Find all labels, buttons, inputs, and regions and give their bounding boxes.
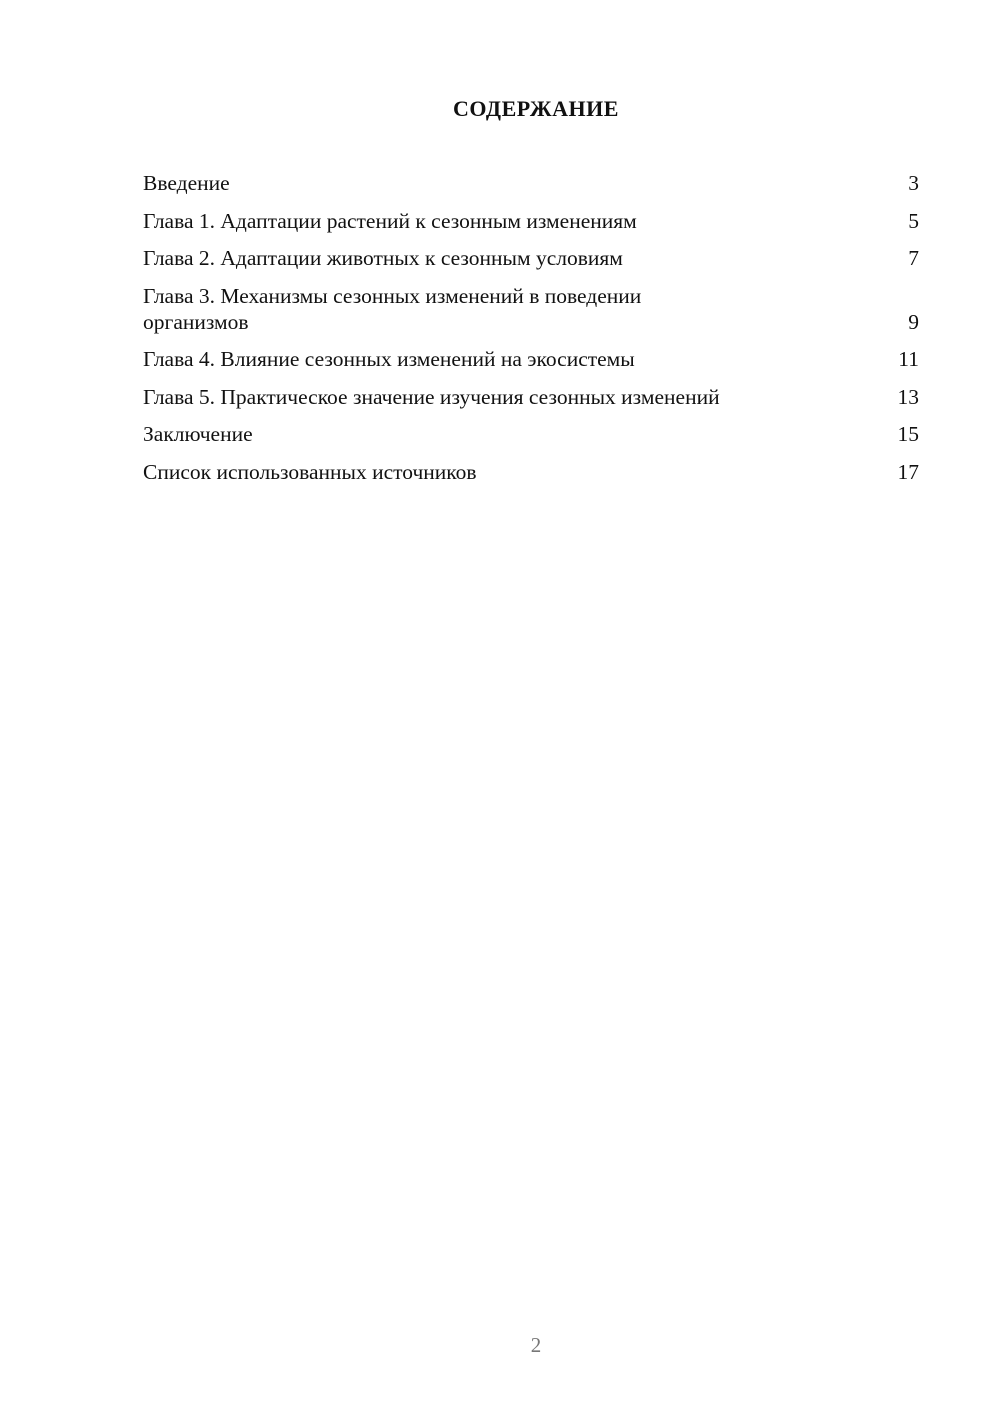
toc-entry-title: Глава 3. Механизмы сезонных изменений в поведении организмов: [143, 283, 642, 334]
toc-entry-page: 11: [898, 347, 919, 371]
toc-entry-title: Глава 1. Адаптации растений к сезонным изменениям: [143, 208, 637, 233]
toc-entry-conclusion: [143, 421, 919, 447]
toc-entry-page: 9: [908, 309, 919, 334]
toc-entry-title: Глава 5. Практическое значение изучения сезонных изменений: [143, 384, 720, 409]
page-number: 2: [530, 1333, 542, 1357]
toc-entry-title: Введение: [143, 171, 230, 195]
toc-entry-page: 15: [897, 422, 919, 446]
toc-entry-chapter-1: [143, 208, 919, 234]
toc-entry-page: 7: [908, 246, 919, 270]
toc-entry-chapter-3: [143, 283, 919, 335]
toc-entry-title: Список использованных источников: [143, 459, 477, 484]
toc-entry-title: Глава 2. Адаптации животных к сезонным условиям: [143, 246, 623, 270]
toc-entry-chapter-4: [143, 346, 919, 372]
toc-entry-references: [143, 459, 919, 485]
page-title: СОДЕРЖАНИЕ: [453, 96, 619, 121]
toc-entry-chapter-5: [143, 384, 919, 410]
toc-entry-chapter-2: [143, 245, 919, 271]
toc-entry-title: Заключение: [143, 422, 253, 446]
table-of-contents: [143, 170, 919, 496]
toc-entry-page: 5: [908, 208, 919, 233]
toc-entry-title: Глава 4. Влияние сезонных изменений на экосистемы: [143, 347, 635, 371]
toc-entry-page: 13: [897, 384, 919, 409]
toc-entry-introduction: [143, 170, 919, 196]
toc-entry-page: 3: [908, 171, 919, 195]
toc-entry-page: 17: [897, 459, 919, 484]
